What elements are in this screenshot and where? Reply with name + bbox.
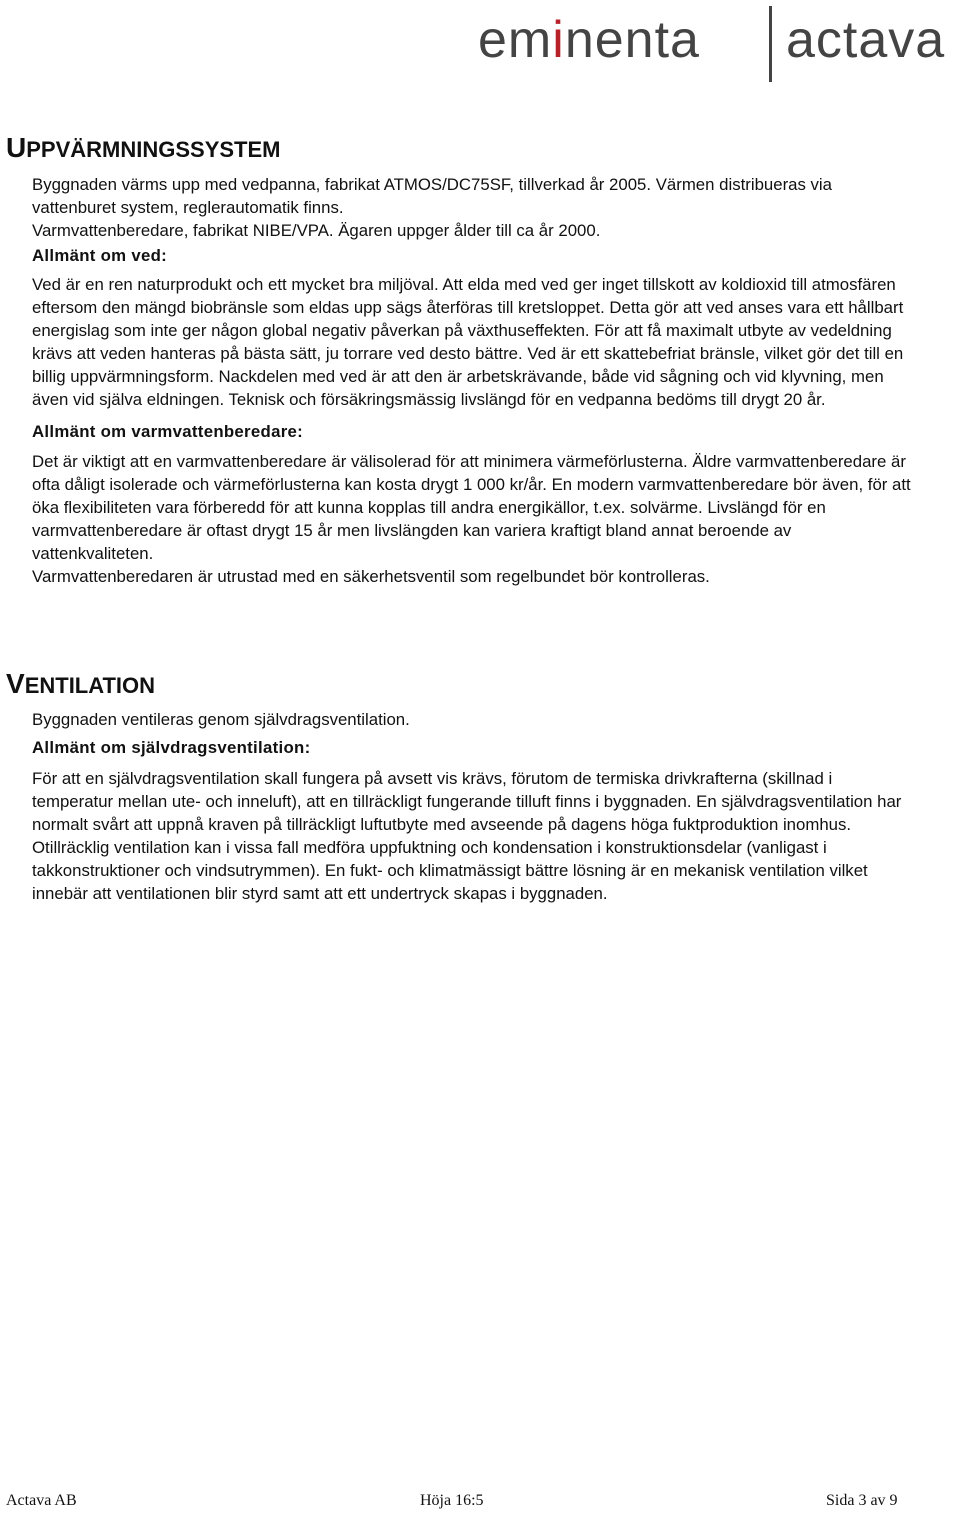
section-uppvarmning xyxy=(32,173,912,588)
subheading-ved: Allmänt om ved: xyxy=(32,246,168,265)
subheading-sjalvdrag: Allmänt om självdragsventilation: xyxy=(32,738,311,757)
logo-accent-letter: i xyxy=(552,11,565,69)
body-varmvattenberedare: Det är viktigt att en varmvattenberedare är välisolerad för att minimera värmeförlusterna. Äldre varmvattenberedare är ofta dåligt isolerade och värmeförlusterna kan kosta drygt 1 000 kr/år. En modern varmvattenberedare bör även, för att öka flexibiliteten vara förberedd för att kunna kopplas till andra energikällor, t.ex. solvärme. Livslängd för en varmvattenberedare är oftast drygt 15 år men livslängden kan variera kraftigt bland annat beroende av vattenkvaliteten. xyxy=(32,452,911,563)
body-varmvattenberedare-2: Varmvattenberedaren är utrustad med en säkerhetsventil som regelbundet bör kontrolleras. xyxy=(32,567,710,586)
heading-uppvarmningssystem: UPPVÄRMNINGSSYSTEM xyxy=(6,132,281,163)
footer-property: Höja 16:5 xyxy=(420,1492,484,1509)
company-logo xyxy=(468,2,958,82)
body-sjalvdrag: För att en självdragsventilation skall fungera på avsett vis krävs, förutom de termiska drivkrafterna (skillnad i temperatur mellan ute- och inneluft), att en tillräckligt fungerande tilluft finns i byggnaden. En självdragsventilation har normalt svårt att uppnå kraven på tillräckligt luftutbyte med avseende på dagens höga fuktproduktion inomhus. Otillräcklig ventilation kan i vissa fall medföra uppfuktning och kondensation i konstruktionsdelar (vanligast i takkonstruktioner och vindsutrymmen). En fukt- och klimatmässigt bättre lösning är en mekanisk ventilation vilket innebär att ventilationen blir styrd samt att ett undertryck skapas i byggnaden. xyxy=(32,769,902,903)
intro-paragraph: Byggnaden värms upp med vedpanna, fabrikat ATMOS/DC75SF, tillverkad år 2005. Värmen distribueras via vattenburet system, reglerautomatik finns. xyxy=(32,175,832,217)
footer-page-number: Sida 3 av 9 xyxy=(826,1492,898,1509)
body-ved: Ved är en ren naturprodukt och ett mycket bra miljöval. Att elda med ved ger inget tillskott av koldioxid till atmosfären eftersom den mängd biobränsle som eldas upp sägs återföras till kretsloppet. Detta gör att ved anses vara ett hållbart energislag som inte ger någon global negativ påverkan på växthuseffekten. För att få maximalt utbyte av vedeldning krävs att veden hanteras på bästa sätt, ju torrare ved desto bättre. Ved är ett skattebefriat bränsle, vilket gör det till en billig uppvärmningsform. Nackdelen med ved är att den är arbetskrävande, både vid sågning och vid klyvning, men även vid själva eldningen. Teknisk och försäkringsmässig livslängd för en vedpanna bedöms till drygt 20 år. xyxy=(32,275,904,409)
logo-divider xyxy=(769,6,772,82)
footer-company: Actava AB xyxy=(6,1492,77,1509)
subheading-varmvattenberedare: Allmänt om varmvattenberedare: xyxy=(32,422,304,441)
logo-actava: actava xyxy=(786,11,946,69)
intro-ventilation: Byggnaden ventileras genom självdragsventilation. xyxy=(32,710,410,729)
logo-eminenta: eminenta xyxy=(478,11,700,69)
heading-ventilation: VENTILATION xyxy=(6,668,156,699)
intro-paragraph-2: Varmvattenberedare, fabrikat NIBE/VPA. Ägaren uppger ålder till ca år 2000. xyxy=(32,221,601,240)
section-ventilation xyxy=(32,708,912,905)
